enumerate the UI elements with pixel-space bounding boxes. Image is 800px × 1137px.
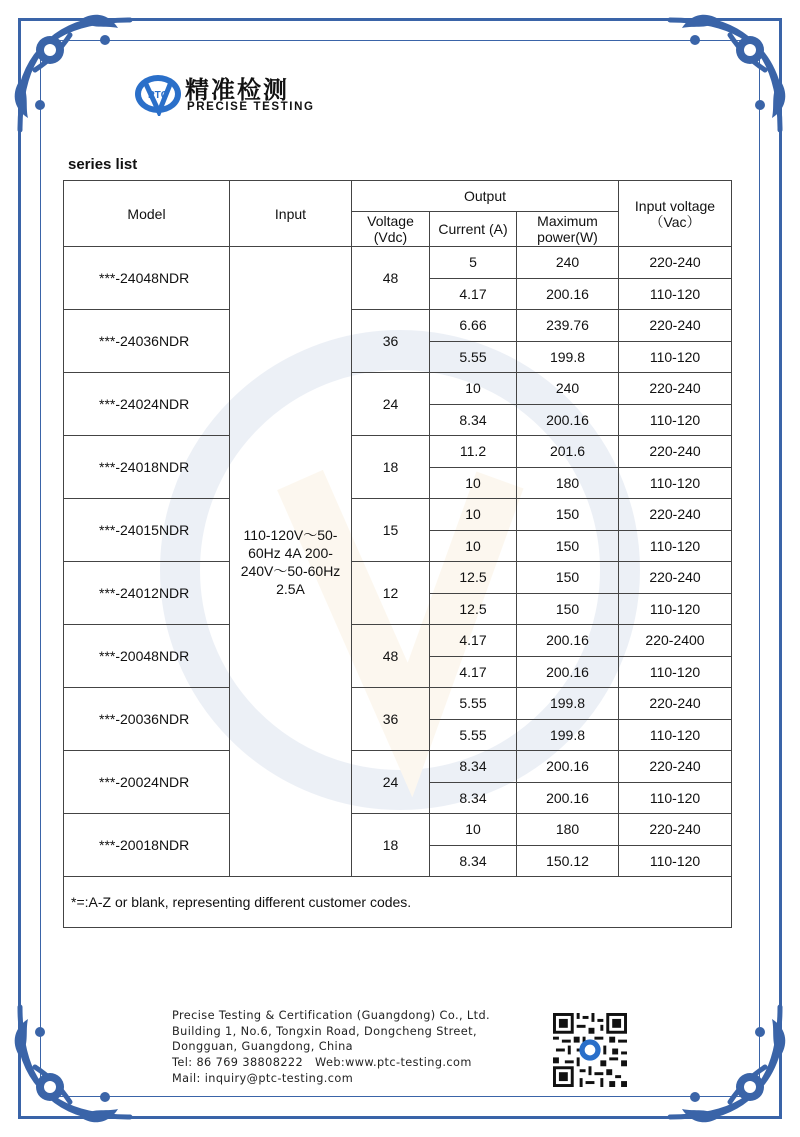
power-cell: 200.16: [517, 656, 619, 688]
voltage-cell: 24: [352, 751, 430, 814]
header-input-voltage: Input voltage （Vac）: [619, 181, 732, 247]
ptc-logo-icon: [133, 72, 183, 116]
input-voltage-cell: 110-120: [619, 656, 732, 688]
power-cell: 199.8: [517, 688, 619, 720]
table-note: *=:A-Z or blank, representing different customer codes.: [64, 877, 732, 928]
input-voltage-cell: 220-240: [619, 247, 732, 279]
power-cell: 199.8: [517, 719, 619, 751]
logo-chinese-name: 精准检测: [185, 76, 289, 104]
input-voltage-cell: 110-120: [619, 845, 732, 877]
current-cell: 10: [430, 499, 517, 531]
model-cell: ***-20024NDR: [64, 751, 230, 814]
power-cell: 150: [517, 562, 619, 594]
current-cell: 10: [430, 467, 517, 499]
model-cell: ***-24018NDR: [64, 436, 230, 499]
ornament-corner-icon: [660, 997, 790, 1127]
power-cell: 240: [517, 247, 619, 279]
input-voltage-cell: 110-120: [619, 467, 732, 499]
series-table: [63, 180, 732, 928]
input-voltage-cell: 110-120: [619, 404, 732, 436]
model-cell: ***-20018NDR: [64, 814, 230, 877]
header-output: Output: [352, 181, 619, 212]
input-voltage-cell: 220-240: [619, 499, 732, 531]
table-note-row: [64, 877, 732, 928]
current-cell: 4.17: [430, 625, 517, 657]
voltage-cell: 48: [352, 625, 430, 688]
voltage-cell: 15: [352, 499, 430, 562]
table-row: [64, 373, 732, 405]
voltage-cell: 36: [352, 688, 430, 751]
table-row: [64, 499, 732, 531]
current-cell: 10: [430, 373, 517, 405]
ornament-corner-icon: [10, 997, 140, 1127]
table-row: [64, 562, 732, 594]
header-model: Model: [64, 181, 230, 247]
input-voltage-cell: 110-120: [619, 719, 732, 751]
model-cell: ***-24012NDR: [64, 562, 230, 625]
current-cell: 6.66: [430, 310, 517, 342]
input-voltage-cell: 220-240: [619, 814, 732, 846]
table-row: [64, 247, 732, 279]
footer-mail: Mail: inquiry@ptc-testing.com: [172, 1071, 354, 1085]
footer-address-line1: Building 1, No.6, Tongxin Road, Dongcheng Street,: [172, 1024, 477, 1038]
power-cell: 240: [517, 373, 619, 405]
header-current: Current (A): [430, 212, 517, 247]
current-cell: 5.55: [430, 341, 517, 373]
input-voltage-cell: 220-240: [619, 688, 732, 720]
current-cell: 12.5: [430, 562, 517, 594]
table-row: [64, 688, 732, 720]
power-cell: 150: [517, 530, 619, 562]
input-voltage-cell: 220-240: [619, 562, 732, 594]
power-cell: 200.16: [517, 625, 619, 657]
ornament-corner-icon: [10, 10, 140, 140]
current-cell: 11.2: [430, 436, 517, 468]
footer-contact: [172, 1008, 490, 1087]
current-cell: 10: [430, 814, 517, 846]
model-cell: ***-20036NDR: [64, 688, 230, 751]
header-max-power: Maximum power(W): [517, 212, 619, 247]
power-cell: 150: [517, 593, 619, 625]
model-cell: ***-24036NDR: [64, 310, 230, 373]
power-cell: 180: [517, 814, 619, 846]
input-voltage-cell: 110-120: [619, 278, 732, 310]
input-voltage-cell: 220-240: [619, 310, 732, 342]
footer-address-line2: Dongguan, Guangdong, China: [172, 1040, 353, 1054]
model-cell: ***-24024NDR: [64, 373, 230, 436]
qr-code-icon: [553, 1013, 627, 1087]
header-input: Input: [230, 181, 352, 247]
table-row: [64, 436, 732, 468]
current-cell: 8.34: [430, 782, 517, 814]
power-cell: 199.8: [517, 341, 619, 373]
input-voltage-cell: 220-240: [619, 373, 732, 405]
voltage-cell: 48: [352, 247, 430, 310]
power-cell: 201.6: [517, 436, 619, 468]
model-cell: ***-24048NDR: [64, 247, 230, 310]
table-row: [64, 625, 732, 657]
power-cell: 200.16: [517, 782, 619, 814]
power-cell: 200.16: [517, 404, 619, 436]
voltage-cell: 36: [352, 310, 430, 373]
input-voltage-cell: 220-2400: [619, 625, 732, 657]
ornament-corner-icon: [660, 10, 790, 140]
footer-company: Precise Testing & Certification (Guangdong) Co., Ltd.: [172, 1009, 491, 1022]
power-cell: 239.76: [517, 310, 619, 342]
footer-contact-line: Tel: 86 769 38808222 Web:www.ptc-testing.com: [172, 1056, 472, 1070]
input-voltage-cell: 110-120: [619, 341, 732, 373]
input-voltage-cell: 110-120: [619, 782, 732, 814]
logo-english-name: PRECISE TESTING: [187, 101, 315, 113]
model-cell: ***-24015NDR: [64, 499, 230, 562]
voltage-cell: 24: [352, 373, 430, 436]
svg-text:PTC: PTC: [148, 90, 168, 101]
current-cell: 5: [430, 247, 517, 279]
current-cell: 8.34: [430, 751, 517, 783]
current-cell: 10: [430, 530, 517, 562]
power-cell: 180: [517, 467, 619, 499]
current-cell: 12.5: [430, 593, 517, 625]
company-logo: [133, 68, 333, 120]
current-cell: 8.34: [430, 404, 517, 436]
section-title: series list: [68, 156, 138, 173]
input-voltage-cell: 220-240: [619, 751, 732, 783]
current-cell: 4.17: [430, 656, 517, 688]
power-cell: 150: [517, 499, 619, 531]
current-cell: 5.55: [430, 688, 517, 720]
voltage-cell: 18: [352, 814, 430, 877]
voltage-cell: 18: [352, 436, 430, 499]
power-cell: 200.16: [517, 278, 619, 310]
current-cell: 4.17: [430, 278, 517, 310]
header-voltage: Voltage (Vdc): [352, 212, 430, 247]
input-voltage-cell: 220-240: [619, 436, 732, 468]
model-cell: ***-20048NDR: [64, 625, 230, 688]
table-row: [64, 310, 732, 342]
input-voltage-cell: 110-120: [619, 530, 732, 562]
power-cell: 150.12: [517, 845, 619, 877]
table-row: [64, 814, 732, 846]
current-cell: 8.34: [430, 845, 517, 877]
power-cell: 200.16: [517, 751, 619, 783]
input-spec-cell: 110-120V～50-60Hz 4A 200-240V～50-60Hz 2.5A: [230, 247, 352, 877]
voltage-cell: 12: [352, 562, 430, 625]
table-row: [64, 751, 732, 783]
current-cell: 5.55: [430, 719, 517, 751]
input-voltage-cell: 110-120: [619, 593, 732, 625]
